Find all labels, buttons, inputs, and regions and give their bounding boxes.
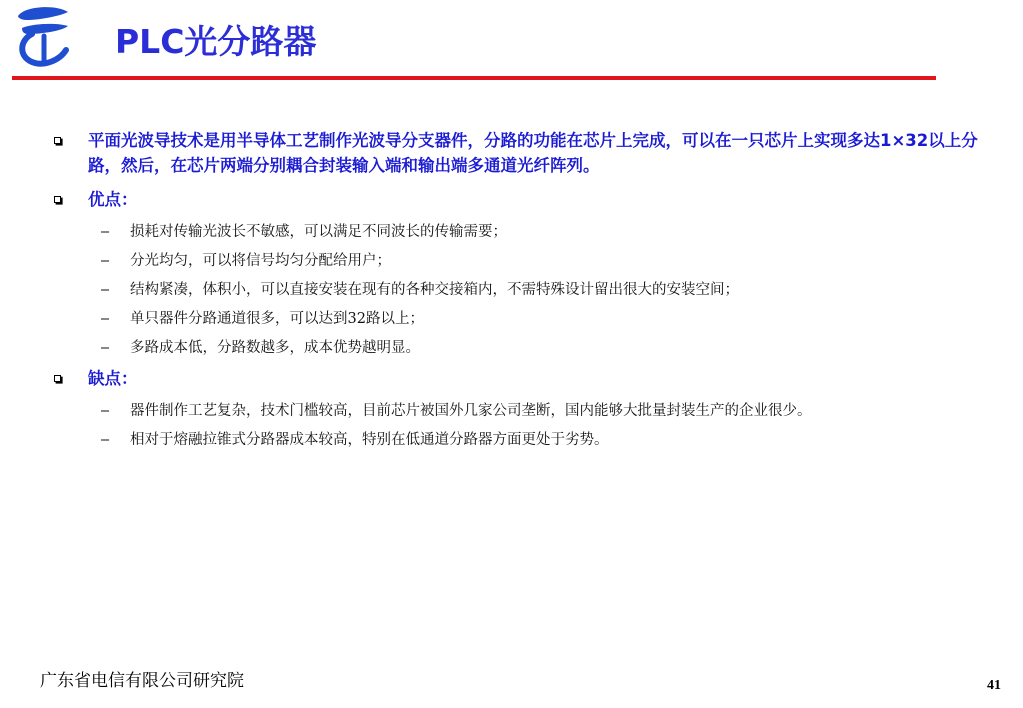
advantages-heading-text: 优点： <box>88 190 138 209</box>
disadvantage-item <box>50 400 980 422</box>
dash-bullet-icon: – <box>101 253 110 269</box>
dash-bullet-icon: – <box>101 403 110 419</box>
advantage-item <box>50 221 980 243</box>
dash-bullet-icon: – <box>101 432 110 448</box>
intro-text: 平面光波导技术是用半导体工艺制作光波导分支器件，分路的功能在芯片上完成，可以在一只芯片上实现多达1×32以上分路，然后，在芯片两端分别耦合封装输入端和输出端多通道光纤阵列。 <box>88 131 978 175</box>
disadvantages-heading <box>50 366 980 391</box>
disadvantages-heading-text: 缺点： <box>88 369 138 388</box>
dash-bullet-icon: – <box>101 224 110 240</box>
advantage-item-text: 单只器件分路通道很多，可以达到32路以上； <box>130 311 424 327</box>
page-title: PLC光分路器 <box>115 22 317 61</box>
advantage-item-text: 损耗对传输光波长不敏感，可以满足不同波长的传输需要； <box>130 224 507 240</box>
china-telecom-logo-icon <box>10 4 74 70</box>
header-divider <box>12 76 936 80</box>
disadvantage-item-text: 相对于熔融拉锥式分路器成本较高，特别在低通道分路器方面更处于劣势。 <box>130 432 609 448</box>
footer-organization: 广东省电信有限公司研究院 <box>40 671 244 691</box>
advantages-heading <box>50 187 980 212</box>
advantage-item <box>50 250 980 272</box>
advantage-item <box>50 308 980 330</box>
advantage-item-text: 分光均匀，可以将信号均匀分配给用户； <box>130 253 391 269</box>
advantage-item-text: 结构紧凑，体积小，可以直接安装在现有的各种交接箱内，不需特殊设计留出很大的安装空间； <box>130 282 739 298</box>
disadvantage-item-text: 器件制作工艺复杂，技术门槛较高，目前芯片被国外几家公司垄断，国内能够大批量封装生产的企业很少。 <box>130 403 812 419</box>
square-bullet-icon <box>54 196 61 203</box>
advantage-item-text: 多路成本低，分路数越多，成本优势越明显。 <box>130 340 420 356</box>
slide-content <box>50 128 980 458</box>
dash-bullet-icon: – <box>101 311 110 327</box>
disadvantage-item <box>50 429 980 451</box>
intro-paragraph <box>50 128 980 178</box>
advantage-item <box>50 337 980 359</box>
square-bullet-icon <box>54 137 61 144</box>
page-number: 41 <box>987 678 1001 693</box>
advantage-item <box>50 279 980 301</box>
square-bullet-icon <box>54 375 61 382</box>
dash-bullet-icon: – <box>101 282 110 298</box>
dash-bullet-icon: – <box>101 340 110 356</box>
